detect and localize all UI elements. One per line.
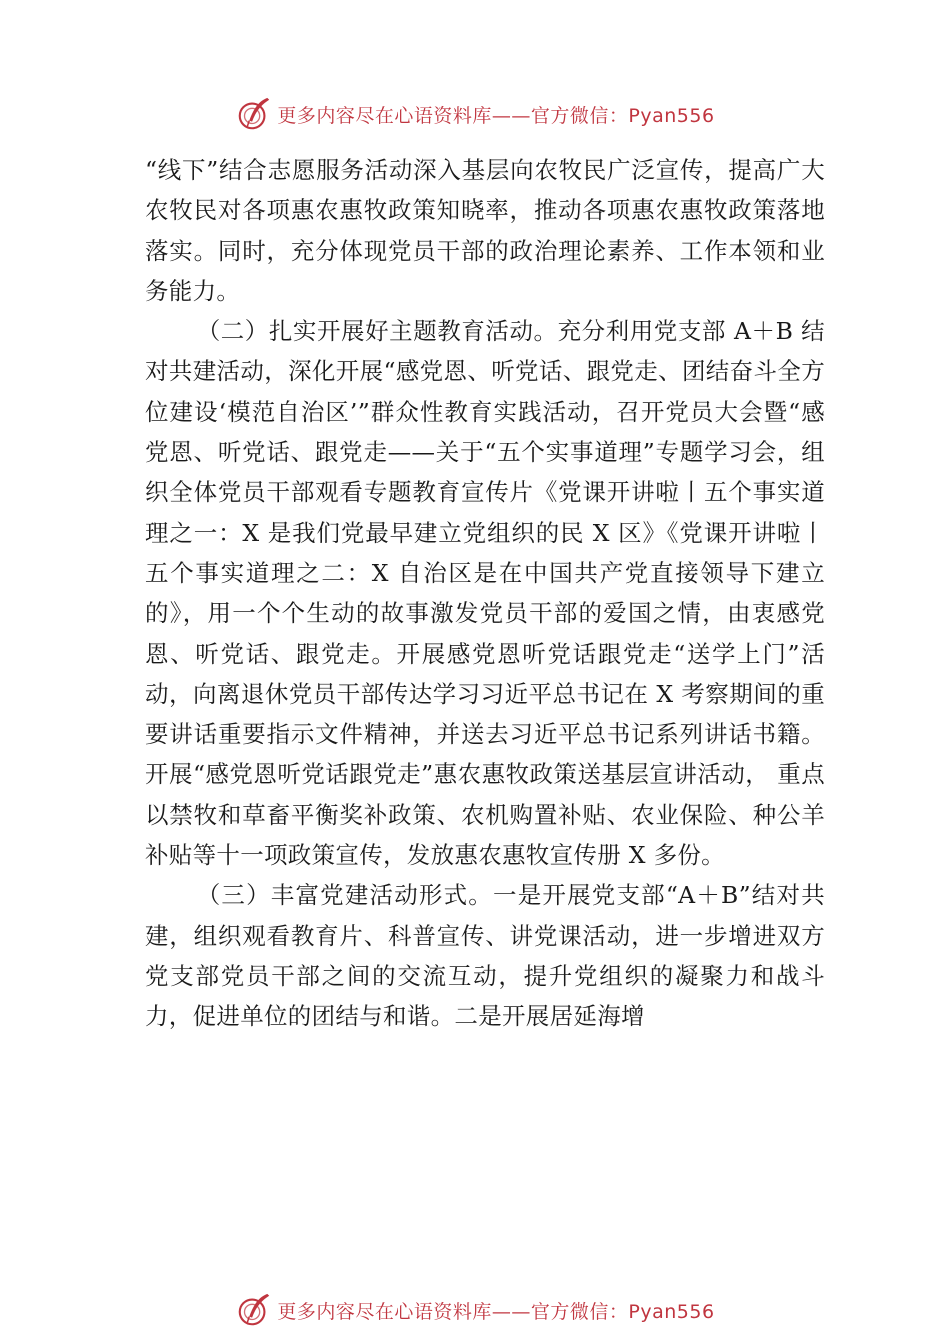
paragraph-2: （二）扎实开展好主题教育活动。充分利用党支部 A＋B 结对共建活动，深化开展“感党恩、听党话、跟党走、团结奋斗全方位建设‘模范自治区’”群众性教育实践活动，召开党员大会暨“感党恩、听党话、跟党走——关于“五个实事道理”专题学习会，组织全体党员干部观看专题教育宣传片《党课开讲啦丨五个事实道理之一：X 是我们党最早建立党组织的民 X 区》《党课开讲啦丨五个事实道理之二：X 自治区是在中国共产党直接领导下建立的》，用一个个生动的故事激发党员干部的爱国之情，由衷感党恩、听党话、跟党走。开展感党恩听党话跟党走“送学上门”活动，向离退休党员干部传达学习习近平总书记在 X 考察期间的重要讲话重要指示文件精神，并送去习近平总书记系列讲话书籍。开展“感党恩听党话跟党走”惠农惠牧政策送基层宣讲活动， 重点以禁牧和草畜平衡奖补政策、农机购置补贴、农业保险、种公羊补贴等十一项政策宣传，发放惠农惠牧宣传册 X 多份。 — [145, 317, 825, 870]
header-watermark-banner — [0, 94, 950, 134]
paragraph-1: “线下”结合志愿服务活动深入基层向农牧民广泛宣传，提高广大农牧民对各项惠农惠牧政策知晓率，推动各项惠农惠牧政策落地落实。同时，充分体现党员干部的政治理论素养、工作本领和业务能力。 — [145, 156, 825, 305]
footer-watermark-banner — [0, 1290, 950, 1330]
banner-text: 更多内容尽在心语资料库——官方微信：Pyan556 — [277, 1300, 715, 1323]
wechat-id: Pyan556 — [628, 104, 715, 127]
quill-logo-icon — [235, 1291, 273, 1329]
paragraph-3: （三）丰富党建活动形式。一是开展党支部“A＋B”结对共建，组织观看教育片、科普宣传、讲党课活动，进一步增进双方党支部党员干部之间的交流互动，提升党组织的凝聚力和战斗力，促进单位的团结与和谐。二是开展居延海增 — [145, 881, 825, 1031]
quill-logo-icon — [235, 95, 273, 133]
document-body — [145, 150, 825, 1037]
wechat-id: Pyan556 — [628, 1300, 715, 1323]
banner-text: 更多内容尽在心语资料库——官方微信：Pyan556 — [277, 104, 715, 127]
